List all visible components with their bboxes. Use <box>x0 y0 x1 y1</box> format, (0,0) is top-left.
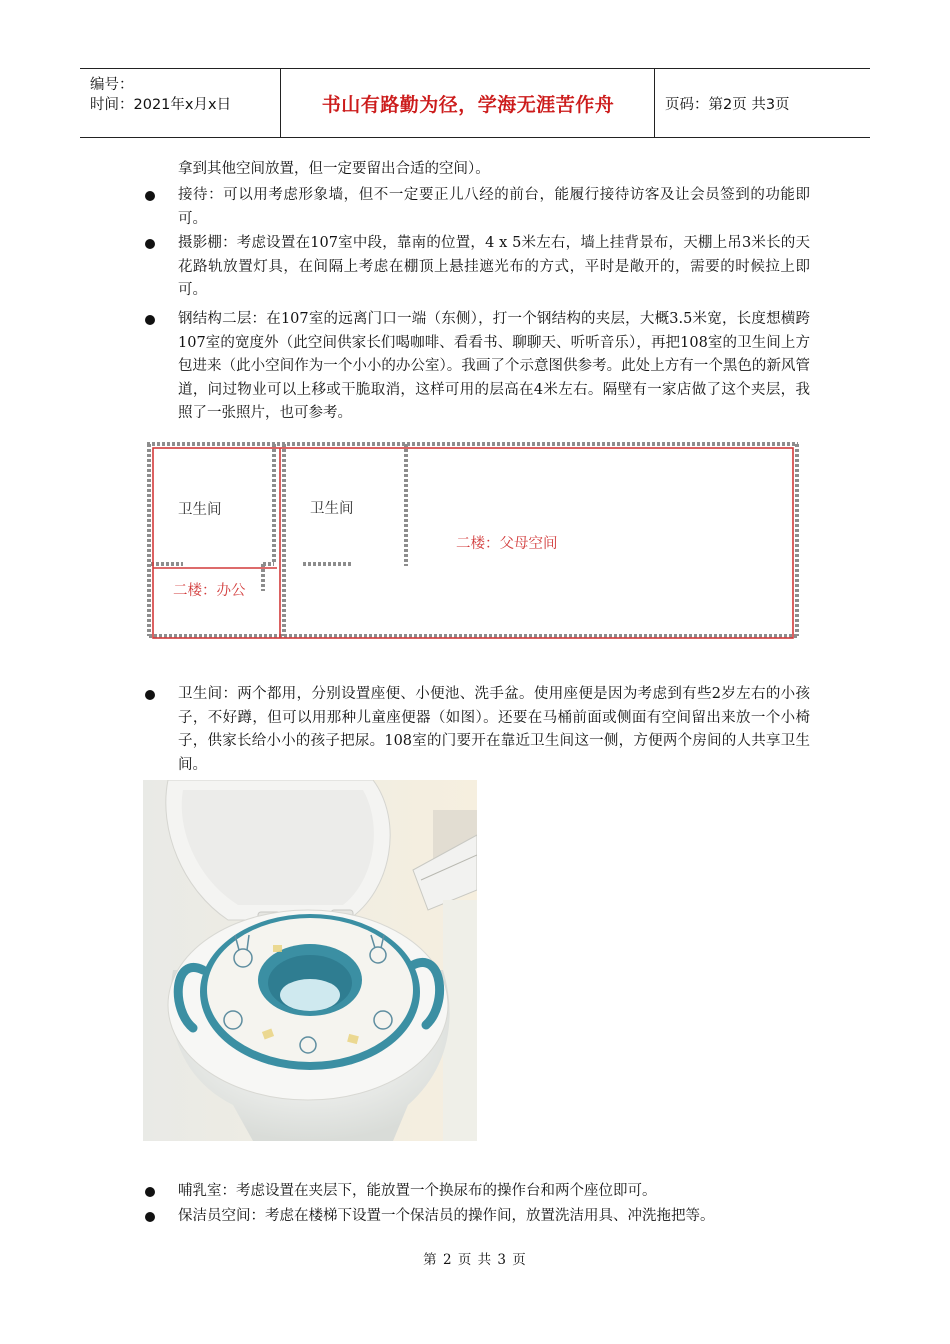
bullet-icon <box>145 1187 155 1197</box>
floor-plan-diagram <box>143 436 803 642</box>
floor-plan-svg <box>143 436 803 642</box>
label-office: 二楼：办公 <box>173 583 246 599</box>
toilet-seat-illustration <box>143 780 477 1141</box>
header-page-number: 页码：第2页 共3页 <box>665 96 790 113</box>
bullet-icon <box>145 239 155 249</box>
label-wc2: 卫生间 <box>310 501 354 517</box>
bullet-icon <box>145 315 155 325</box>
paragraph-nursing-room: 哺乳室：考虑设置在夹层下，能放置一个换尿布的操作台和两个座位即可。 <box>178 1183 657 1199</box>
label-parents-space: 二楼：父母空间 <box>456 536 558 552</box>
paragraph-steel-mezzanine: 钢结构二层：在107室的远离门口一端（东侧），打一个钢结构的夹层，大概3.5米宽，长度想横跨107室的宽度外（此空间供家长们喝咖啡、看看书、聊聊天、听听音乐），再把108室的卫生间上方包进来（此小空间作为一个小小的办公室）。我画了个示意图供参考。此处上方有一个黑色的新风管道，问过物业可以上移或干脆取消，这样可用的层高在4米左右。隔壁有一家店做了这个夹层，我照了一张照片，也可参考。 <box>178 311 810 421</box>
page-footer: 第 2 页 共 3 页 <box>423 1252 527 1268</box>
paragraph-studio: 摄影棚：考虑设置在107室中段，靠南的位置，4 x 5米左右，墙上挂背景布，天棚上吊3米长的天花路轨放置灯具，在间隔上考虑在棚顶上悬挂遮光布的方式，平时是敞开的，需要的时候拉上即可。 <box>178 235 810 298</box>
header-meta <box>80 69 280 137</box>
paragraph-continuation: 拿到其他空间放置，但一定要留出合适的空间）。 <box>178 161 490 177</box>
header-divider <box>280 69 281 137</box>
child-toilet-seat-photo <box>143 780 477 1141</box>
page-header <box>80 68 870 138</box>
bullet-icon <box>145 191 155 201</box>
label-wc1: 卫生间 <box>178 502 222 518</box>
header-number: 编号： <box>90 77 134 93</box>
paragraph-restroom: 卫生间：两个都用，分别设置座便、小便池、洗手盆。使用座便是因为考虑到有些2岁左右的小孩子，不好蹲，但可以用那种儿童座便器（如图）。还要在马桶前面或侧面有空间留出来放一个小椅子，供家长给小小的孩子把尿。108室的门要开在靠近卫生间这一侧，方便两个房间的人共享卫生间。 <box>178 686 810 773</box>
paragraph-cleaner-space: 保洁员空间：考虑在楼梯下设置一个保洁员的操作间，放置洗洁用具、冲洗拖把等。 <box>178 1208 715 1224</box>
header-divider <box>654 69 655 137</box>
bullet-icon <box>145 1212 155 1222</box>
paragraph-reception: 接待：可以用考虑形象墙，但不一定要正儿八经的前台，能履行接待访客及让会员签到的功能即可。 <box>178 187 810 227</box>
header-motto: 书山有路勤为径，学海无涯苦作舟 <box>321 93 615 116</box>
header-time: 时间：2021年x月x日 <box>90 97 232 113</box>
bullet-icon <box>145 690 155 700</box>
